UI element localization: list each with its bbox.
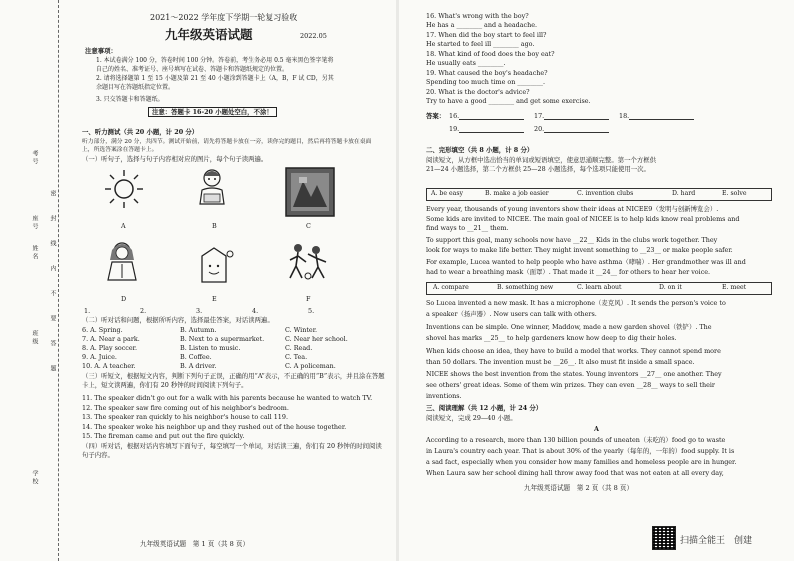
answer-slot: 2. [140,307,147,315]
exam-page-1 [0,0,396,561]
answer-blank: 19. [449,125,460,133]
exam-date: 2022.05 [300,32,327,40]
picture-label: E [212,295,217,303]
section-heading: 一、听力测试（共 20 小题，计 20 分） [82,128,199,136]
note-line: 余题目写在答题纸指定位置。 [96,84,175,91]
option-c: C. Tea. [285,353,308,361]
side-label-class: 班级 [31,330,38,346]
passage-line: When Laura saw her school dining hall throw away food that was not eaten at all every day, [426,469,724,477]
option-b: B. A driver. [180,362,217,370]
word-option: E. meet [722,284,747,291]
answer-blank: 20. [534,125,545,133]
fill-in-question: 17. When did the boy start to feel ill? [426,31,547,39]
option-a: 7. A. Near a park. [82,335,140,343]
cloze-line: inventions. [426,392,462,400]
word-option: C. learn about [577,284,622,291]
part-heading: （二）听对话和问题，根据所听内容，选择最佳答案，对话读两遍。 [82,316,274,324]
option-c: C. Read. [285,344,313,352]
note-line: 3. 只交答题卡和答题纸。 [96,96,164,103]
word-option: C. invention clubs [577,190,634,197]
cloze-line: To support this goal, many schools now have __22__ Kids in the clubs work together. They [426,236,718,244]
student-writing-icon [190,166,234,208]
option-a: 9. A. Juice. [82,353,117,361]
option-c: C. Winter. [285,326,318,334]
option-a: 10. A. A teacher. [82,362,136,370]
word-option: B. make a job easier [485,190,549,197]
cloze-line: Some kids are invited to NICEE. The main goal of NICEE is to help kids know real problems and [426,214,740,223]
blank-line [459,132,524,133]
cloze-line: Inventions can be simple. One winner, Maddow, made a new garden shovel（铁铲）. The [426,323,712,331]
true-false-item: 12. The speaker saw fire coming out of his neighbor's bedroom. [82,403,289,412]
notes-heading: 注意事项： [85,47,117,55]
seal-mark: 线 [49,240,56,248]
seal-mark: 题 [49,365,56,373]
picture-label: D [121,295,127,303]
part-heading: （一）听句子，选择与句子内容相对应的图片，每个句子读两遍。 [82,155,268,163]
answer-blank: 16. [449,112,460,120]
fill-in-question: 19. What caused the boy's headache? [426,69,548,77]
option-c: C. Near her school. [285,335,348,343]
seal-mark: 封 [49,215,56,223]
answer-blank: 18. [619,112,630,120]
answer-label: 答案： [426,112,446,120]
option-a: 6. A. Spring. [82,326,123,334]
true-false-item: 13. The speaker ran quickly to his neighbor's house to call 119. [82,413,288,421]
fill-in-question: 18. What kind of food does the boy eat? [426,50,555,58]
cloze-line: NICEE shows the best invention from the states. Young inventors __27__ one another. They [426,370,722,378]
fill-in-answer-line: Try to have a good ________ and get some exercise. [426,97,591,105]
warning-box: 注意：答题卡 16-20 小题处空白，不涂！ [148,107,277,117]
side-label-seat: 座号 [31,215,38,231]
seal-mark: 答 [49,340,56,348]
qr-code-icon [652,526,676,550]
part-heading: （三）听短文，根据短文内容，判断下列句子正误，正确的用“A”表示，不正确的用“B”表示，并且涂在答题卡上，短文读两遍，你们有 20 秒钟的时间阅读下列句子。 [82,372,385,389]
word-box-1 [426,188,772,201]
exam-header: 2021～2022 学年度下学期一轮复习验收 [150,13,298,22]
seal-mark: 不 [49,290,56,298]
passage-line: According to a research, more than 130 billion pounds of uneaten（未吃的）food go to waste [426,436,726,444]
sick-girl-icon [100,240,144,282]
fill-in-question: 16. What's wrong with the boy? [426,12,529,20]
blank-line [544,119,609,120]
word-option: D. hard [672,190,696,197]
option-b: B. Autumn. [180,326,217,334]
note-line: 自己的姓名、准考证号、座号填写在试卷、答题卡和答题纸规定的位置。 [96,66,289,73]
passage-letter: A [594,425,599,433]
seal-mark: 内 [49,265,56,273]
cloze-line: So Lucea invented a new mask. It has a microphone（麦克风）. It sends the person's voice to [426,299,726,307]
answer-slot: 4. [252,307,259,315]
part-heading: （四）听对话，根据对话内容填写下面句子，每空填写一个单词，对话读三遍，你们有 20 秒钟的时间阅读句子内容。 [82,442,382,459]
page-footer: 九年级英语试题 第 1 页（共 8 页） [140,540,250,548]
side-label-exam-no: 考号 [31,150,38,166]
answer-slot: 3. [196,307,203,315]
framed-photo-icon [285,167,335,217]
word-option: A. compare [433,284,469,291]
section-desc: 听力部分，满分 20 分，共四节。测试开始前，请先将答题卡放在一旁，读你完的题目，然后再将答题卡放在桌面上，所选答案涂在答题卡上。 [82,139,372,153]
seal-mark: 密 [49,190,56,198]
fill-in-answer-line: He usually eats ________. [426,59,506,67]
section-heading: 二、完形填空（共 8 小题，计 8 分） [426,146,534,154]
picture-label: A [121,222,126,230]
section-desc: 阅读短文，完成 29—40 小题。 [426,414,517,422]
section-heading: 三、阅读理解（共 12 小题，计 24 分） [426,404,543,412]
option-b: B. Coffee. [180,353,212,361]
cloze-line: than 50 dollars. The invention must be __26__. It also must fit inside a small space. [426,358,695,366]
scanner-watermark: 扫描全能王 创建 [680,536,753,546]
fill-in-answer-line: Spending too much time on ________. [426,78,546,86]
side-label-name: 姓名 [31,245,38,261]
cloze-line: shovel has marks __25__ to help gardeners know how deep to dig their holes. [426,334,677,342]
word-option: A. be easy [431,190,464,197]
answer-blank: 17. [534,112,545,120]
section-desc: 21—24 小题选择，第二个方框供 25—28 小题选择，每个选项只能使用一次。 [426,165,650,173]
cloze-line: For example, Lucea wanted to help people who have asthma（哮喘）. Her grandmother was ill and [426,258,746,266]
side-label-school: 学校 [31,470,38,486]
fill-in-question: 20. What is the doctor's advice? [426,88,530,96]
sun-icon [102,168,146,210]
fill-in-answer-line: He has a ________ and a headache. [426,21,538,29]
cloze-line: look for ways to make life better. They might invent something to __23__ or make people safer. [426,245,733,254]
picture-label: F [306,295,311,303]
option-a: 8. A. Play soccer. [82,344,138,352]
exam-page-2 [399,0,794,561]
cloze-line: see others' great ideas. Some of them win prizes. They can even __28__ ways to sell their [426,381,715,389]
picture-label: C [306,222,311,230]
passage-line: a sad fact, especially when you consider how many families and homeless people are in hunger. [426,458,737,466]
word-option: D. on it [659,284,682,291]
page-footer: 九年级英语试题 第 2 页（共 8 页） [524,484,634,492]
section-desc: 阅读短文，从方框中选出恰当的单词或短语填空，使意思通顺完整。第一个方框供 [426,156,657,164]
picture-label: B [212,222,217,230]
seal-mark: 要 [49,315,56,323]
cloze-line: find ways to __21__ them. [426,224,509,232]
option-b: B. Listen to music. [180,344,241,352]
cloze-line: had to wear a breathing mask（面罩）. That made it __24__ for others to hear her voice. [426,267,711,276]
kids-playing-icon [286,240,330,282]
blank-line [629,119,694,120]
blank-line [459,119,524,120]
note-line: 1. 本试卷满分 100 分，答卷时间 100 分钟。答卷前，考生务必用 0.5 毫米黑色签字笔将 [96,57,334,64]
note-line: 2. 请将选择题第 1 至 15 小题及第 21 至 40 小题涂到答题卡上（A，B，F 试 CD，另其 [96,75,334,82]
answer-slot: 5. [308,307,315,315]
word-option: B. something new [497,284,554,291]
exam-title: 九年级英语试题 [165,27,253,42]
cloze-line: When kids choose an idea, they have to build a model that works. They cannot spend more [426,347,721,355]
true-false-item: 14. The speaker woke his neighbor up and they rushed out of the house together. [82,422,347,431]
word-box-2 [426,282,772,295]
cloze-line: Every year, thousands of young inventors show their ideas at NICEE9（发明与创新博览会）. [426,205,719,213]
milk-carton-icon [192,244,236,286]
blank-line [544,132,609,133]
passage-line: in Laura's country each year. That is about 30% of the yearly（每年的，一年的）food supply. It is [426,447,735,455]
answer-slot: 1. [84,307,91,315]
option-c: C. A policeman. [285,362,336,370]
cloze-line: a speaker（扬声器）. Now users can talk with others. [426,310,597,318]
true-false-item: 15. The fireman came and put out the fire quickly. [82,432,245,440]
fill-in-answer-line: He started to feel ill ________ ago. [426,40,535,48]
option-b: B. Next to a supermarket. [180,335,265,343]
true-false-item: 11. The speaker didn't go out for a walk with his parents because he wanted to watch TV. [82,394,373,402]
word-option: E. solve [722,190,747,197]
binding-margin [0,0,59,561]
